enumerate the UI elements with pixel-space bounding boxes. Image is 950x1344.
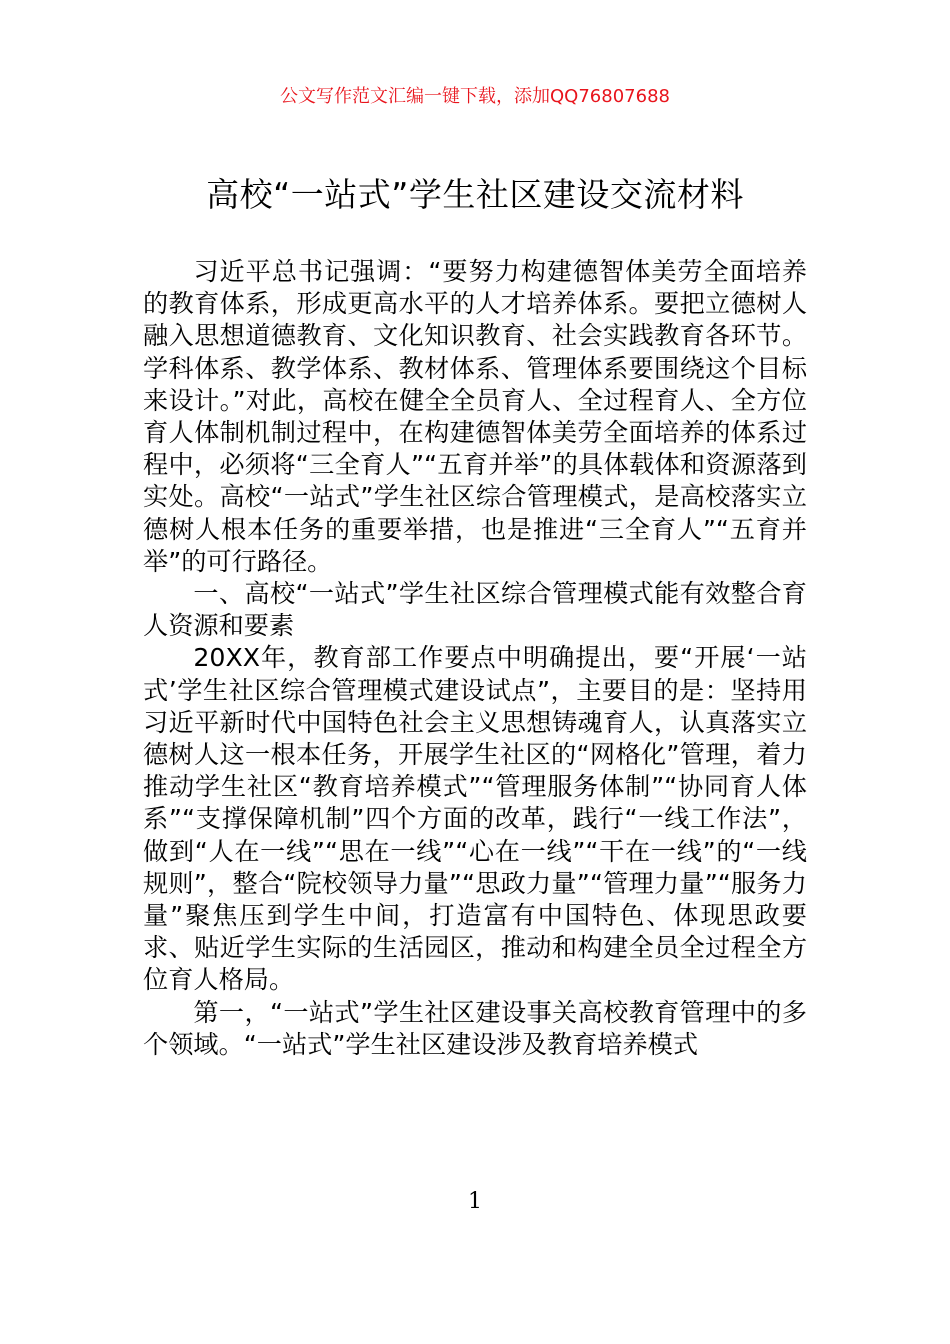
document-body <box>143 256 807 1061</box>
body-paragraph: 第一，“一站式”学生社区建设事关高校教育管理中的多个领域。“一站式”学生社区建设涉及教育培养模式 <box>143 997 807 1059</box>
page-number: 1 <box>468 1189 482 1214</box>
download-banner: 公文写作范文汇编一键下载，添加QQ76807688 <box>280 86 670 107</box>
section-heading-1: 一、高校“一站式”学生社区综合管理模式能有效整合育人资源和要素 <box>143 579 807 641</box>
body-paragraph: 20XX年，教育部工作要点中明确提出，要“开展‘一站式’学生社区综合管理模式建设试点”，主要目的是：坚持用习近平新时代中国特色社会主义思想铸魂育人，认真落实立德树人这一根本任务，开展学生社区的“网格化”管理，着力推动学生社区“教育培养模式”“管理服务体制”“协同育人体系”“支撑保障机制”四个方面的改革，践行“一线工作法”，做到“人在一线”“思在一线”“心在一线”“干在一线”的“一线规则”，整合“院校领导力量”“思政力量”“管理力量”“服务力量”聚焦压到学生中间，打造富有中国特色、体现思政要求、贴近学生实际的生活园区，推动和构建全员全过程全方位育人格局。 <box>143 643 807 995</box>
intro-paragraph: 习近平总书记强调：“要努力构建德智体美劳全面培养的教育体系，形成更高水平的人才培养体系。要把立德树人融入思想道德教育、文化知识教育、社会实践教育各环节。学科体系、教学体系、教材体系、管理体系要围绕这个目标来设计。”对此，高校在健全全员育人、全过程育人、全方位育人体制机制过程中，在构建德智体美劳全面培养的体系过程中，必须将“三全育人”“五育并举”的具体载体和资源落到实处。高校“一站式”学生社区综合管理模式，是高校落实立德树人根本任务的重要举措，也是推进“三全育人”“五育并举”的可行路径。 <box>143 257 807 576</box>
document-title: 高校“一站式”学生社区建设交流材料 <box>206 175 744 214</box>
